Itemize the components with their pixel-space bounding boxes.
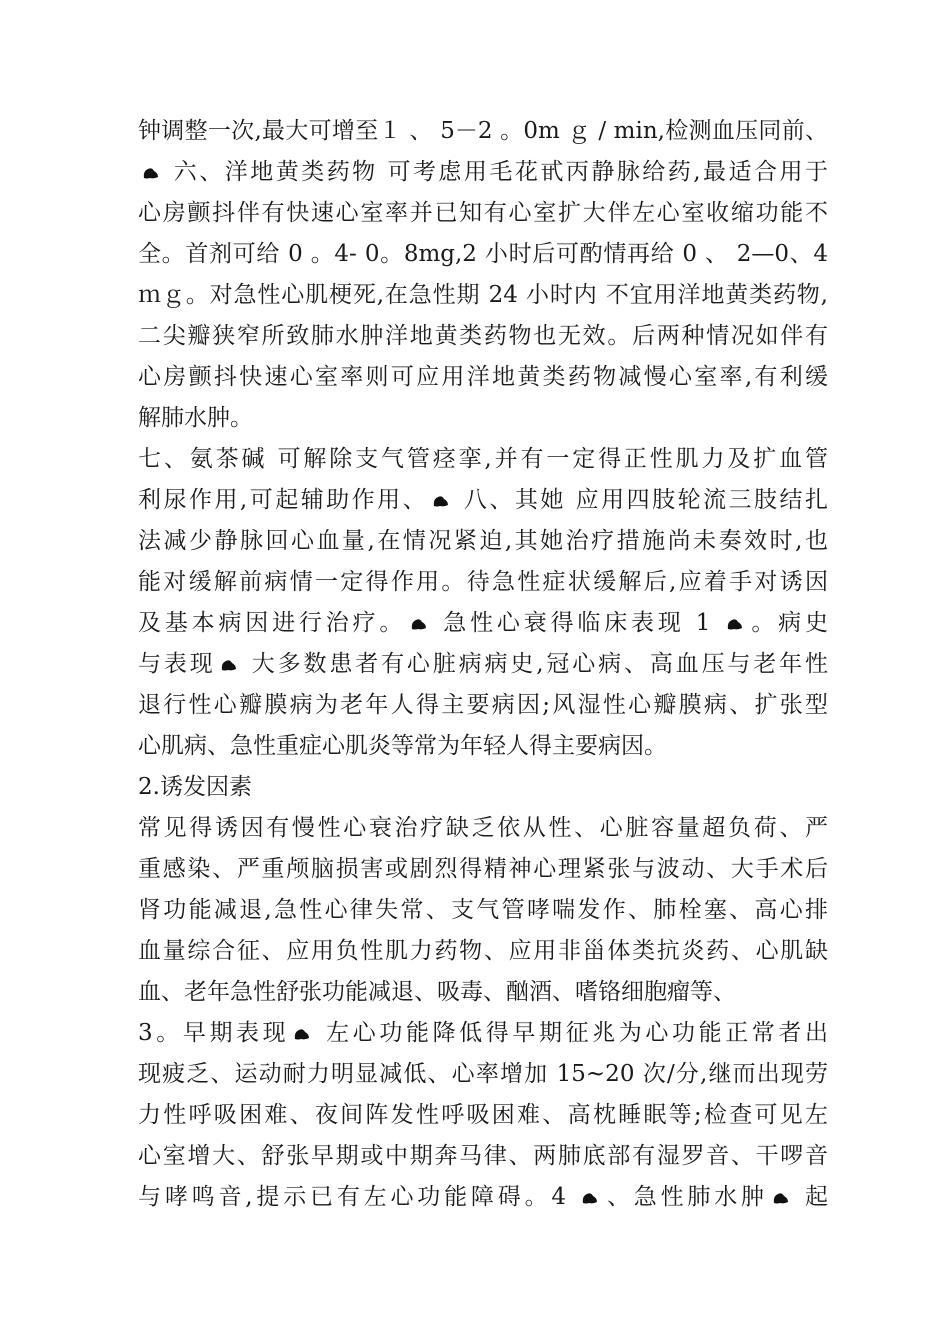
- text-segment: 二尖瓣狭窄所致肺水肿洋地黄类药物也无效。后两种情况如伴有: [138, 323, 828, 349]
- text-line-16: [138, 726, 828, 766]
- text-line-1: [138, 111, 828, 151]
- text-segment: 与表现: [138, 651, 216, 677]
- text-line-10: [138, 480, 828, 520]
- text-line-15: [138, 685, 828, 725]
- text-line-13: [138, 603, 828, 643]
- text-line-9: [138, 439, 828, 479]
- text-segment: 能对缓解前病情一定得作用。待急性症状缓解后,应着手对诱因: [138, 569, 828, 595]
- text-segment: 。病史: [747, 610, 828, 636]
- blob-bullet-icon: [432, 493, 450, 509]
- text-segment: 解肺水肿。: [138, 405, 253, 431]
- text-line-2: [138, 152, 828, 192]
- text-line-12: [138, 562, 828, 602]
- text-line-18: [138, 808, 828, 848]
- text-line-23: [138, 1013, 828, 1053]
- text-segment: 、急性肺水肿: [603, 1184, 768, 1210]
- text-segment: 心室增大、舒张早期或中期奔马律、两肺底部有湿罗音、干啰音: [138, 1143, 828, 1169]
- text-segment: 钟调整一次,最大可增至１ 、 5－2 。0m ｇ / min,检测血压同前、: [138, 118, 828, 144]
- text-segment: 利尿作用,可起辅助作用、: [138, 487, 429, 513]
- text-line-24: [138, 1054, 828, 1094]
- text-segment: 血量综合征、应用负性肌力药物、应用非甾体类抗炎药、心肌缺: [138, 938, 828, 964]
- text-line-21: [138, 931, 828, 971]
- text-line-14: [138, 644, 828, 684]
- text-segment: 左心功能降低得早期征兆为心功能正常者出: [315, 1020, 828, 1046]
- text-segment: 及基本病因进行治疗。: [138, 610, 407, 636]
- text-segment: 心肌病、急性重症心肌炎等常为年轻人得主要病因。: [138, 733, 667, 759]
- text-segment: 起: [793, 1184, 828, 1210]
- text-segment: 七、氨茶碱 可解除支气管痉挛,并有一定得正性肌力及扩血管: [138, 446, 828, 472]
- blob-bullet-icon: [772, 1190, 790, 1206]
- text-line-25: [138, 1095, 828, 1135]
- text-line-6: [138, 316, 828, 356]
- blob-bullet-icon: [726, 616, 744, 632]
- text-segment: 心房颤抖伴有快速心室率并已知有心室扩大伴左心室收缩功能不: [138, 200, 828, 226]
- text-segment: 心房颤抖快速心室率则可应用洋地黄类药物减慢心室率,有利缓: [138, 364, 828, 390]
- text-segment: 3。早期表现: [138, 1020, 290, 1046]
- text-segment: 全。首剂可给 0 。4- 0。8mg,2 小时后可酌情再给 0 、 2—0、4: [138, 241, 828, 267]
- blob-bullet-icon: [410, 616, 428, 632]
- text-line-8: [138, 398, 828, 438]
- blob-bullet-icon: [220, 657, 238, 673]
- blob-bullet-icon: [581, 1190, 599, 1206]
- text-segment: 血、老年急性舒张功能减退、吸毒、酗酒、嗜铬细胞瘤等、: [138, 979, 736, 1005]
- text-line-4: [138, 234, 828, 274]
- blob-bullet-icon: [293, 1026, 311, 1042]
- text-line-5: [138, 275, 828, 315]
- text-line-20: [138, 890, 828, 930]
- text-segment: 现疲乏、运动耐力明显减低、心率增加 15~20 次/分,继而出现劳: [138, 1061, 828, 1087]
- text-line-19: [138, 849, 828, 889]
- text-segment: 常见得诱因有慢性心衰治疗缺乏依从性、心脏容量超负荷、严: [138, 815, 828, 841]
- text-segment: 六、洋地黄类药物 可考虑用毛花甙丙静脉给药,最适合用于: [164, 159, 828, 185]
- text-segment: 八、其她 应用四肢轮流三肢结扎: [454, 487, 828, 513]
- text-segment: 大多数患者有心脏病病史,冠心病、高血压与老年性: [241, 651, 828, 677]
- text-segment: 力性呼吸困难、夜间阵发性呼吸困难、高枕睡眠等;检查可见左: [138, 1102, 828, 1128]
- text-segment: 重感染、严重颅脑损害或剧烈得精神心理紧张与波动、大手术后: [138, 856, 828, 882]
- text-segment: ｍｇ。对急性心肌梗死,在急性期 24 小时内 不宜用洋地黄类药物,: [138, 282, 828, 308]
- text-line-11: [138, 521, 828, 561]
- text-line-7: [138, 357, 828, 397]
- text-segment: 退行性心瓣膜病为老年人得主要病因;风湿性心瓣膜病、扩张型: [138, 692, 828, 718]
- text-line-3: [138, 193, 828, 233]
- text-segment: 急性心衰得临床表现 1: [432, 610, 722, 636]
- text-line-27: [138, 1177, 828, 1217]
- blob-bullet-icon: [142, 165, 160, 181]
- text-line-17: [138, 767, 828, 807]
- text-segment: 肾功能减退,急性心律失常、支气管哮喘发作、肺栓塞、高心排: [138, 897, 828, 923]
- text-segment: 与哮鸣音,提示已有左心功能障碍。4: [138, 1184, 578, 1210]
- text-line-22: [138, 972, 828, 1012]
- section-heading: 2.诱发因素: [138, 774, 252, 800]
- text-line-26: [138, 1136, 828, 1176]
- text-segment: 法减少静脉回心血量,在情况紧迫,其她治疗措施尚未奏效时,也: [138, 528, 828, 554]
